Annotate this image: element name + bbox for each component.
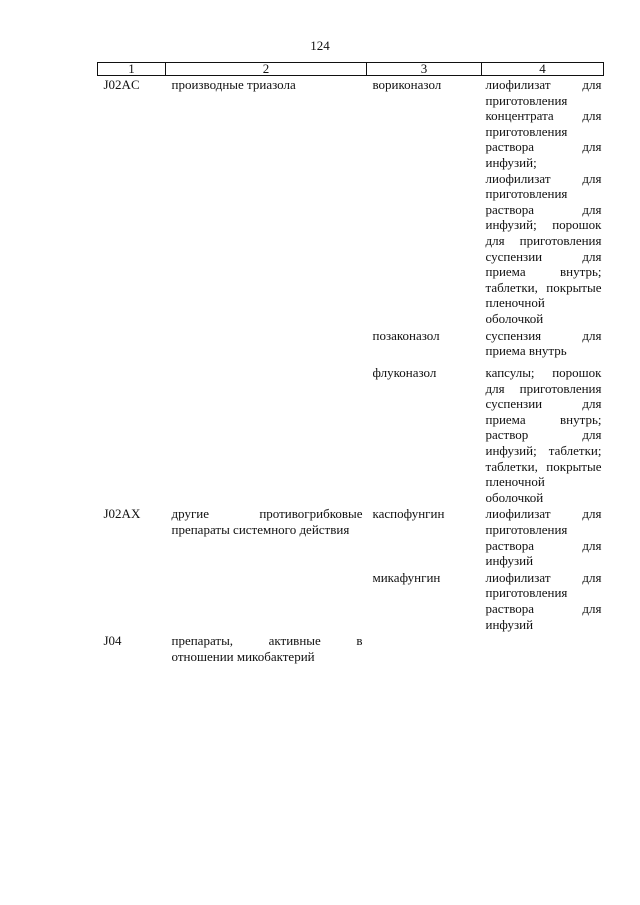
table-row [98,76,604,327]
atc-code [98,364,166,505]
header-row [98,63,604,76]
header-col-1: 1 [98,63,166,76]
table-row [98,632,604,664]
dosage-forms: суспензия для приема внутрь [485,327,602,359]
drug-group [166,569,367,632]
drug-name: микафунгин [372,569,441,585]
drug-group [166,327,367,365]
table-row [98,569,604,632]
atc-code: J02AX [103,506,141,522]
dosage-forms [482,632,604,664]
table-row [98,327,604,365]
dosage-forms: капсулы; порошок для приготовления суспензии для приема внутрь; раствор для инфузий; таблетки; таблетки, покрытые пленочной оболочкой [485,365,602,505]
dosage-forms: лиофилизат для приготовления раствора для инфузий [485,569,602,632]
drug-name [367,632,482,664]
dosage-forms: лиофилизат для приготовления раствора для инфузий [485,506,602,569]
table-header [98,63,604,76]
header-col-3: 3 [367,63,482,76]
drug-name: каспофунгин [372,506,445,522]
page-number: 124 [310,38,330,53]
table-row [98,505,604,568]
dosage-forms: лиофилизат для приготовления концентрата для приготовления раствора для инфузий; лиофилизат для приготовления раствора для инфузий; порошок для приготовления суспензии для приема внутрь; таблетки, покрытые пленочной оболочкой [485,77,602,326]
drug-name: позаконазол [372,327,440,343]
header-col-2: 2 [166,63,367,76]
table-row [98,364,604,505]
table-body [98,76,604,665]
drug-group: производные триазола [171,77,296,92]
drug-name: флуконазол [372,365,437,381]
atc-code [98,327,166,365]
atc-code [98,569,166,632]
drug-group: другие противогрибковые препараты системного действия [171,506,363,538]
atc-code: J04 [103,633,122,649]
atc-code: J02AC [103,77,140,92]
drug-group [166,364,367,505]
drug-name: вориконазол [372,77,442,92]
drug-group: препараты, активные в отношении микобактерий [171,633,363,664]
header-col-4: 4 [482,63,604,76]
drug-table [97,62,604,664]
